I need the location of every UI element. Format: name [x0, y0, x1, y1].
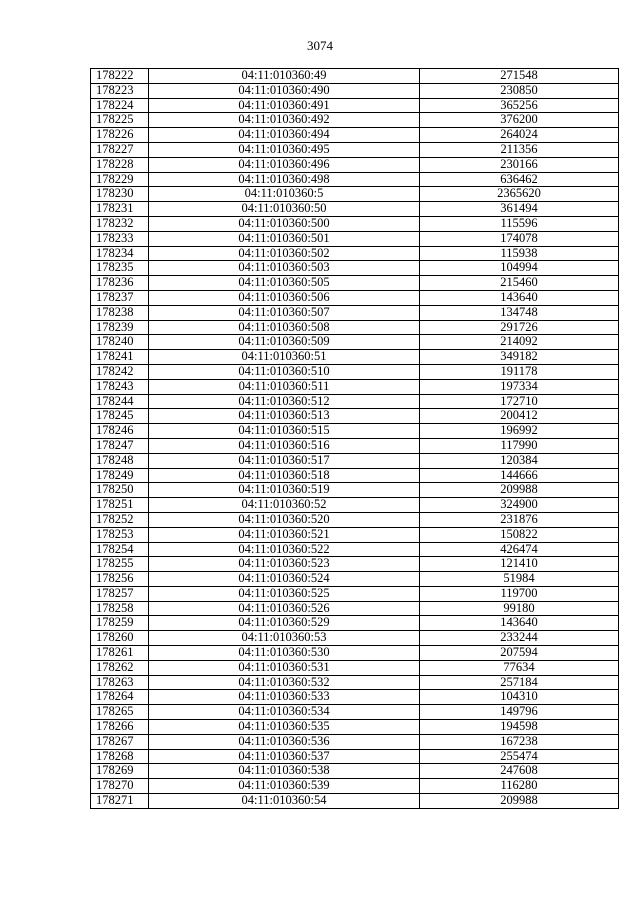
value-cell: 376200: [420, 113, 619, 128]
row-number-cell: 178246: [91, 424, 149, 439]
cadastral-number-cell: 04:11:010360:534: [149, 705, 420, 720]
value-cell: 426474: [420, 542, 619, 557]
table-row: [91, 572, 619, 587]
table-row: [91, 142, 619, 157]
cadastral-number-cell: 04:11:010360:496: [149, 157, 420, 172]
cadastral-number-cell: 04:11:010360:500: [149, 216, 420, 231]
value-cell: 116280: [420, 779, 619, 794]
row-number-cell: 178254: [91, 542, 149, 557]
cadastral-number-cell: 04:11:010360:518: [149, 468, 420, 483]
table-row: [91, 749, 619, 764]
value-cell: 264024: [420, 128, 619, 143]
row-number-cell: 178251: [91, 498, 149, 513]
table-row: [91, 720, 619, 735]
value-cell: 115596: [420, 216, 619, 231]
row-number-cell: 178233: [91, 231, 149, 246]
value-cell: 211356: [420, 142, 619, 157]
value-cell: 214092: [420, 335, 619, 350]
row-number-cell: 178226: [91, 128, 149, 143]
value-cell: 365256: [420, 98, 619, 113]
cadastral-number-cell: 04:11:010360:526: [149, 601, 420, 616]
row-number-cell: 178227: [91, 142, 149, 157]
row-number-cell: 178222: [91, 69, 149, 84]
table-row: [91, 231, 619, 246]
row-number-cell: 178263: [91, 675, 149, 690]
cadastral-number-cell: 04:11:010360:495: [149, 142, 420, 157]
table-row: [91, 113, 619, 128]
cadastral-number-cell: 04:11:010360:53: [149, 631, 420, 646]
row-number-cell: 178228: [91, 157, 149, 172]
cadastral-number-cell: 04:11:010360:537: [149, 749, 420, 764]
value-cell: 51984: [420, 572, 619, 587]
cadastral-number-cell: 04:11:010360:520: [149, 512, 420, 527]
cadastral-number-cell: 04:11:010360:509: [149, 335, 420, 350]
cadastral-number-cell: 04:11:010360:539: [149, 779, 420, 794]
cadastral-number-cell: 04:11:010360:521: [149, 527, 420, 542]
value-cell: 271548: [420, 69, 619, 84]
table-row: [91, 409, 619, 424]
value-cell: 172710: [420, 394, 619, 409]
row-number-cell: 178256: [91, 572, 149, 587]
table-row: [91, 69, 619, 84]
row-number-cell: 178257: [91, 586, 149, 601]
table-row: [91, 527, 619, 542]
value-cell: 209988: [420, 483, 619, 498]
table-row: [91, 483, 619, 498]
cadastral-number-cell: 04:11:010360:501: [149, 231, 420, 246]
value-cell: 207594: [420, 646, 619, 661]
row-number-cell: 178243: [91, 379, 149, 394]
table-row: [91, 512, 619, 527]
cadastral-number-cell: 04:11:010360:516: [149, 438, 420, 453]
cadastral-number-cell: 04:11:010360:538: [149, 764, 420, 779]
cadastral-number-cell: 04:11:010360:522: [149, 542, 420, 557]
value-cell: 231876: [420, 512, 619, 527]
row-number-cell: 178225: [91, 113, 149, 128]
cadastral-number-cell: 04:11:010360:54: [149, 794, 420, 809]
value-cell: 191178: [420, 364, 619, 379]
cadastral-number-cell: 04:11:010360:512: [149, 394, 420, 409]
table-row: [91, 261, 619, 276]
cadastral-number-cell: 04:11:010360:506: [149, 290, 420, 305]
table-row: [91, 290, 619, 305]
table-row: [91, 734, 619, 749]
row-number-cell: 178223: [91, 83, 149, 98]
value-cell: 143640: [420, 616, 619, 631]
table-row: [91, 601, 619, 616]
cadastral-number-cell: 04:11:010360:535: [149, 720, 420, 735]
table-row: [91, 128, 619, 143]
row-number-cell: 178242: [91, 364, 149, 379]
cadastral-number-cell: 04:11:010360:49: [149, 69, 420, 84]
row-number-cell: 178232: [91, 216, 149, 231]
value-cell: 2365620: [420, 187, 619, 202]
cadastral-number-cell: 04:11:010360:51: [149, 350, 420, 365]
row-number-cell: 178236: [91, 276, 149, 291]
cadastral-number-cell: 04:11:010360:517: [149, 453, 420, 468]
cadastral-number-cell: 04:11:010360:529: [149, 616, 420, 631]
table-body: [91, 69, 619, 809]
table-row: [91, 320, 619, 335]
table-row: [91, 631, 619, 646]
value-cell: 194598: [420, 720, 619, 735]
cadastral-number-cell: 04:11:010360:503: [149, 261, 420, 276]
table-row: [91, 542, 619, 557]
page-number: 3074: [307, 38, 333, 53]
row-number-cell: 178252: [91, 512, 149, 527]
value-cell: 230166: [420, 157, 619, 172]
table-row: [91, 246, 619, 261]
cadastral-number-cell: 04:11:010360:492: [149, 113, 420, 128]
row-number-cell: 178244: [91, 394, 149, 409]
row-number-cell: 178258: [91, 601, 149, 616]
value-cell: 197334: [420, 379, 619, 394]
value-cell: 200412: [420, 409, 619, 424]
table-row: [91, 187, 619, 202]
table-row: [91, 779, 619, 794]
value-cell: 167238: [420, 734, 619, 749]
cadastral-number-cell: 04:11:010360:502: [149, 246, 420, 261]
row-number-cell: 178240: [91, 335, 149, 350]
value-cell: 215460: [420, 276, 619, 291]
value-cell: 115938: [420, 246, 619, 261]
row-number-cell: 178259: [91, 616, 149, 631]
value-cell: 119700: [420, 586, 619, 601]
table-row: [91, 705, 619, 720]
table-row: [91, 202, 619, 217]
value-cell: 149796: [420, 705, 619, 720]
cadastral-number-cell: 04:11:010360:525: [149, 586, 420, 601]
row-number-cell: 178260: [91, 631, 149, 646]
table-row: [91, 764, 619, 779]
cadastral-number-cell: 04:11:010360:508: [149, 320, 420, 335]
row-number-cell: 178235: [91, 261, 149, 276]
row-number-cell: 178264: [91, 690, 149, 705]
cadastral-number-cell: 04:11:010360:513: [149, 409, 420, 424]
table-row: [91, 424, 619, 439]
cadastral-number-cell: 04:11:010360:530: [149, 646, 420, 661]
cadastral-number-cell: 04:11:010360:505: [149, 276, 420, 291]
value-cell: 233244: [420, 631, 619, 646]
value-cell: 174078: [420, 231, 619, 246]
row-number-cell: 178238: [91, 305, 149, 320]
table-row: [91, 172, 619, 187]
row-number-cell: 178249: [91, 468, 149, 483]
value-cell: 324900: [420, 498, 619, 513]
table-row: [91, 794, 619, 809]
row-number-cell: 178247: [91, 438, 149, 453]
cadastral-number-cell: 04:11:010360:491: [149, 98, 420, 113]
table-row: [91, 276, 619, 291]
table-row: [91, 468, 619, 483]
cadastral-number-cell: 04:11:010360:490: [149, 83, 420, 98]
cadastral-number-cell: 04:11:010360:507: [149, 305, 420, 320]
table-row: [91, 216, 619, 231]
table-row: [91, 453, 619, 468]
value-cell: 143640: [420, 290, 619, 305]
cadastral-number-cell: 04:11:010360:510: [149, 364, 420, 379]
cadastral-number-cell: 04:11:010360:532: [149, 675, 420, 690]
value-cell: 77634: [420, 660, 619, 675]
table-row: [91, 157, 619, 172]
table-row: [91, 586, 619, 601]
value-cell: 144666: [420, 468, 619, 483]
value-cell: 257184: [420, 675, 619, 690]
value-cell: 120384: [420, 453, 619, 468]
value-cell: 247608: [420, 764, 619, 779]
row-number-cell: 178241: [91, 350, 149, 365]
row-number-cell: 178253: [91, 527, 149, 542]
row-number-cell: 178245: [91, 409, 149, 424]
table-row: [91, 616, 619, 631]
row-number-cell: 178231: [91, 202, 149, 217]
table-row: [91, 83, 619, 98]
row-number-cell: 178261: [91, 646, 149, 661]
value-cell: 121410: [420, 557, 619, 572]
table-row: [91, 646, 619, 661]
cadastral-number-cell: 04:11:010360:50: [149, 202, 420, 217]
table-row: [91, 350, 619, 365]
cadastral-number-cell: 04:11:010360:511: [149, 379, 420, 394]
row-number-cell: 178266: [91, 720, 149, 735]
row-number-cell: 178224: [91, 98, 149, 113]
row-number-cell: 178230: [91, 187, 149, 202]
cadastral-number-cell: 04:11:010360:519: [149, 483, 420, 498]
table-row: [91, 690, 619, 705]
cadastral-number-cell: 04:11:010360:5: [149, 187, 420, 202]
value-cell: 134748: [420, 305, 619, 320]
row-number-cell: 178268: [91, 749, 149, 764]
value-cell: 117990: [420, 438, 619, 453]
value-cell: 291726: [420, 320, 619, 335]
table-row: [91, 438, 619, 453]
table-row: [91, 305, 619, 320]
value-cell: 196992: [420, 424, 619, 439]
cadastral-number-cell: 04:11:010360:533: [149, 690, 420, 705]
table-row: [91, 675, 619, 690]
value-cell: 349182: [420, 350, 619, 365]
table-row: [91, 660, 619, 675]
row-number-cell: 178250: [91, 483, 149, 498]
value-cell: 255474: [420, 749, 619, 764]
data-table: [90, 68, 619, 809]
value-cell: 104310: [420, 690, 619, 705]
row-number-cell: 178271: [91, 794, 149, 809]
value-cell: 209988: [420, 794, 619, 809]
cadastral-number-cell: 04:11:010360:498: [149, 172, 420, 187]
value-cell: 99180: [420, 601, 619, 616]
row-number-cell: 178248: [91, 453, 149, 468]
row-number-cell: 178234: [91, 246, 149, 261]
value-cell: 150822: [420, 527, 619, 542]
cadastral-number-cell: 04:11:010360:515: [149, 424, 420, 439]
row-number-cell: 178262: [91, 660, 149, 675]
row-number-cell: 178255: [91, 557, 149, 572]
row-number-cell: 178270: [91, 779, 149, 794]
row-number-cell: 178267: [91, 734, 149, 749]
table-row: [91, 394, 619, 409]
value-cell: 230850: [420, 83, 619, 98]
value-cell: 104994: [420, 261, 619, 276]
row-number-cell: 178239: [91, 320, 149, 335]
table-row: [91, 379, 619, 394]
cadastral-number-cell: 04:11:010360:531: [149, 660, 420, 675]
table-row: [91, 364, 619, 379]
cadastral-number-cell: 04:11:010360:52: [149, 498, 420, 513]
table-row: [91, 98, 619, 113]
table-row: [91, 335, 619, 350]
cadastral-number-cell: 04:11:010360:524: [149, 572, 420, 587]
row-number-cell: 178229: [91, 172, 149, 187]
cadastral-number-cell: 04:11:010360:494: [149, 128, 420, 143]
table-row: [91, 557, 619, 572]
table-row: [91, 498, 619, 513]
row-number-cell: 178237: [91, 290, 149, 305]
value-cell: 361494: [420, 202, 619, 217]
row-number-cell: 178265: [91, 705, 149, 720]
cadastral-number-cell: 04:11:010360:523: [149, 557, 420, 572]
row-number-cell: 178269: [91, 764, 149, 779]
value-cell: 636462: [420, 172, 619, 187]
cadastral-number-cell: 04:11:010360:536: [149, 734, 420, 749]
